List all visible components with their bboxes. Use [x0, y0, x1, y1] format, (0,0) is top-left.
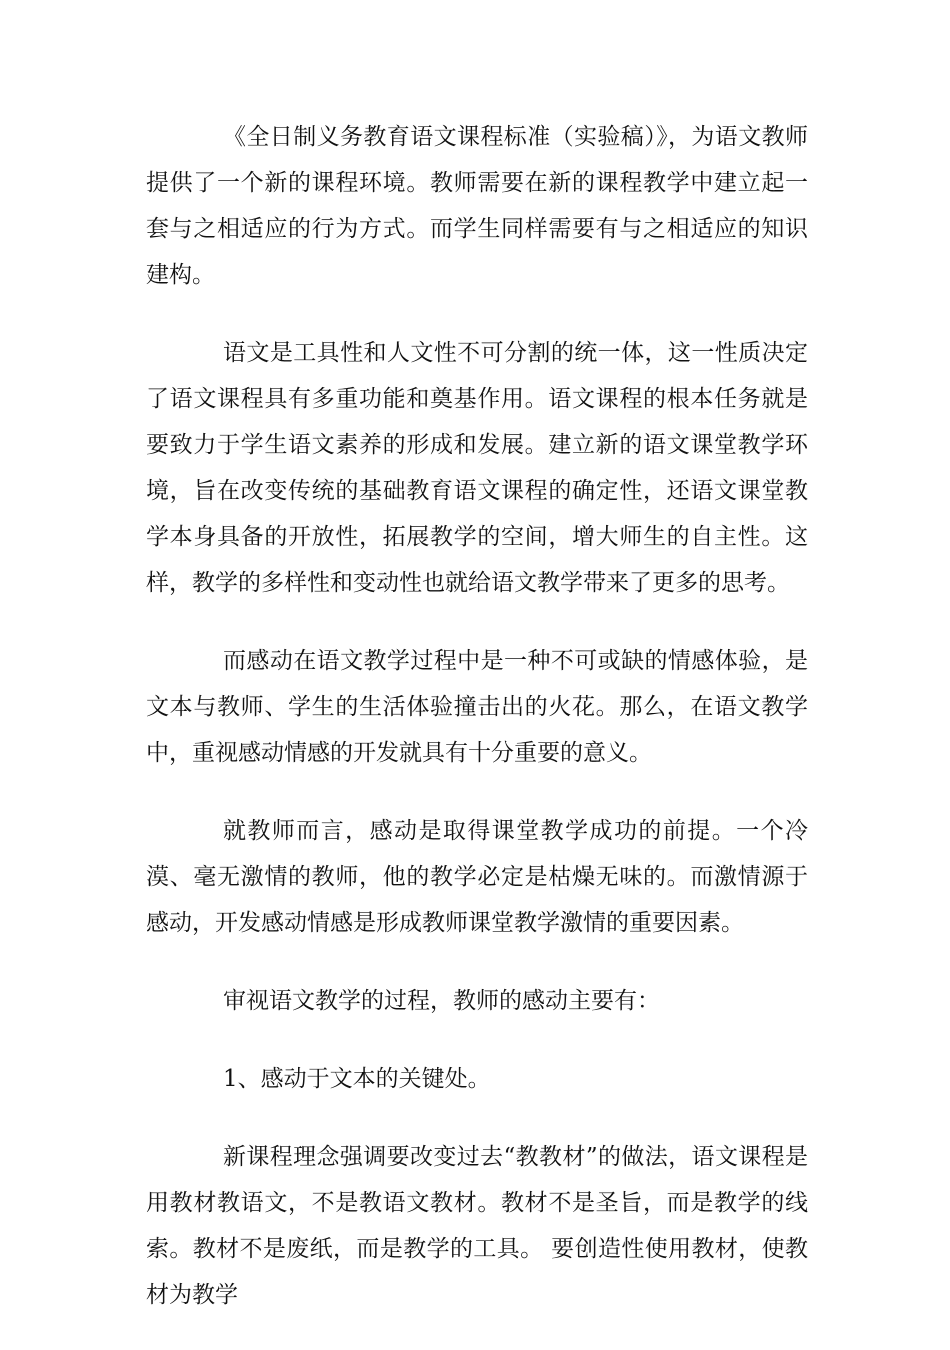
- paragraph: 而感动在语文教学过程中是一种不可或缺的情感体验，是文本与教师、学生的生活体验撞击出的火花。那么，在语文教学中，重视感动情感的开发就具有十分重要的意义。: [146, 648, 808, 766]
- paragraph: 审视语文教学的过程，教师的感动主要有：: [223, 988, 660, 1014]
- paragraph: 《全日制义务教育语文课程标准（实验稿）》，为语文教师提供了一个新的课程环境。教师需要在新的课程教学中建立起一套与之相适应的行为方式。而学生同样需要有与之相适应的知识建构。: [146, 124, 808, 288]
- paragraph: 就教师而言，感动是取得课堂教学成功的前提。一个冷漠、毫无激情的教师，他的教学必定是枯燥无味的。而激情源于感动，开发感动情感是形成教师课堂教学激情的重要因素。: [146, 818, 808, 936]
- paragraph: 新课程理念强调要改变过去“教教材”的做法，语文课程是用教材教语文，不是教语文教材。教材不是圣旨，而是教学的线索。教材不是废纸，而是教学的工具。 要创造性使用教材，使教材为教学: [146, 1144, 808, 1308]
- paragraph: 语文是工具性和人文性不可分割的统一体，这一性质决定了语文课程具有多重功能和奠基作用。语文课程的根本任务就是要致力于学生语文素养的形成和发展。建立新的语文课堂教学环境，旨在改变传统的基础教育语文课程的确定性，还语文课堂教学本身具备的开放性，拓展教学的空间，增大师生的自主性。这样，教学的多样性和变动性也就给语文教学带来了更多的思考。: [146, 340, 808, 596]
- document-body: [146, 114, 808, 1350]
- list-heading: 1、感动于文本的关键处。: [223, 1066, 491, 1092]
